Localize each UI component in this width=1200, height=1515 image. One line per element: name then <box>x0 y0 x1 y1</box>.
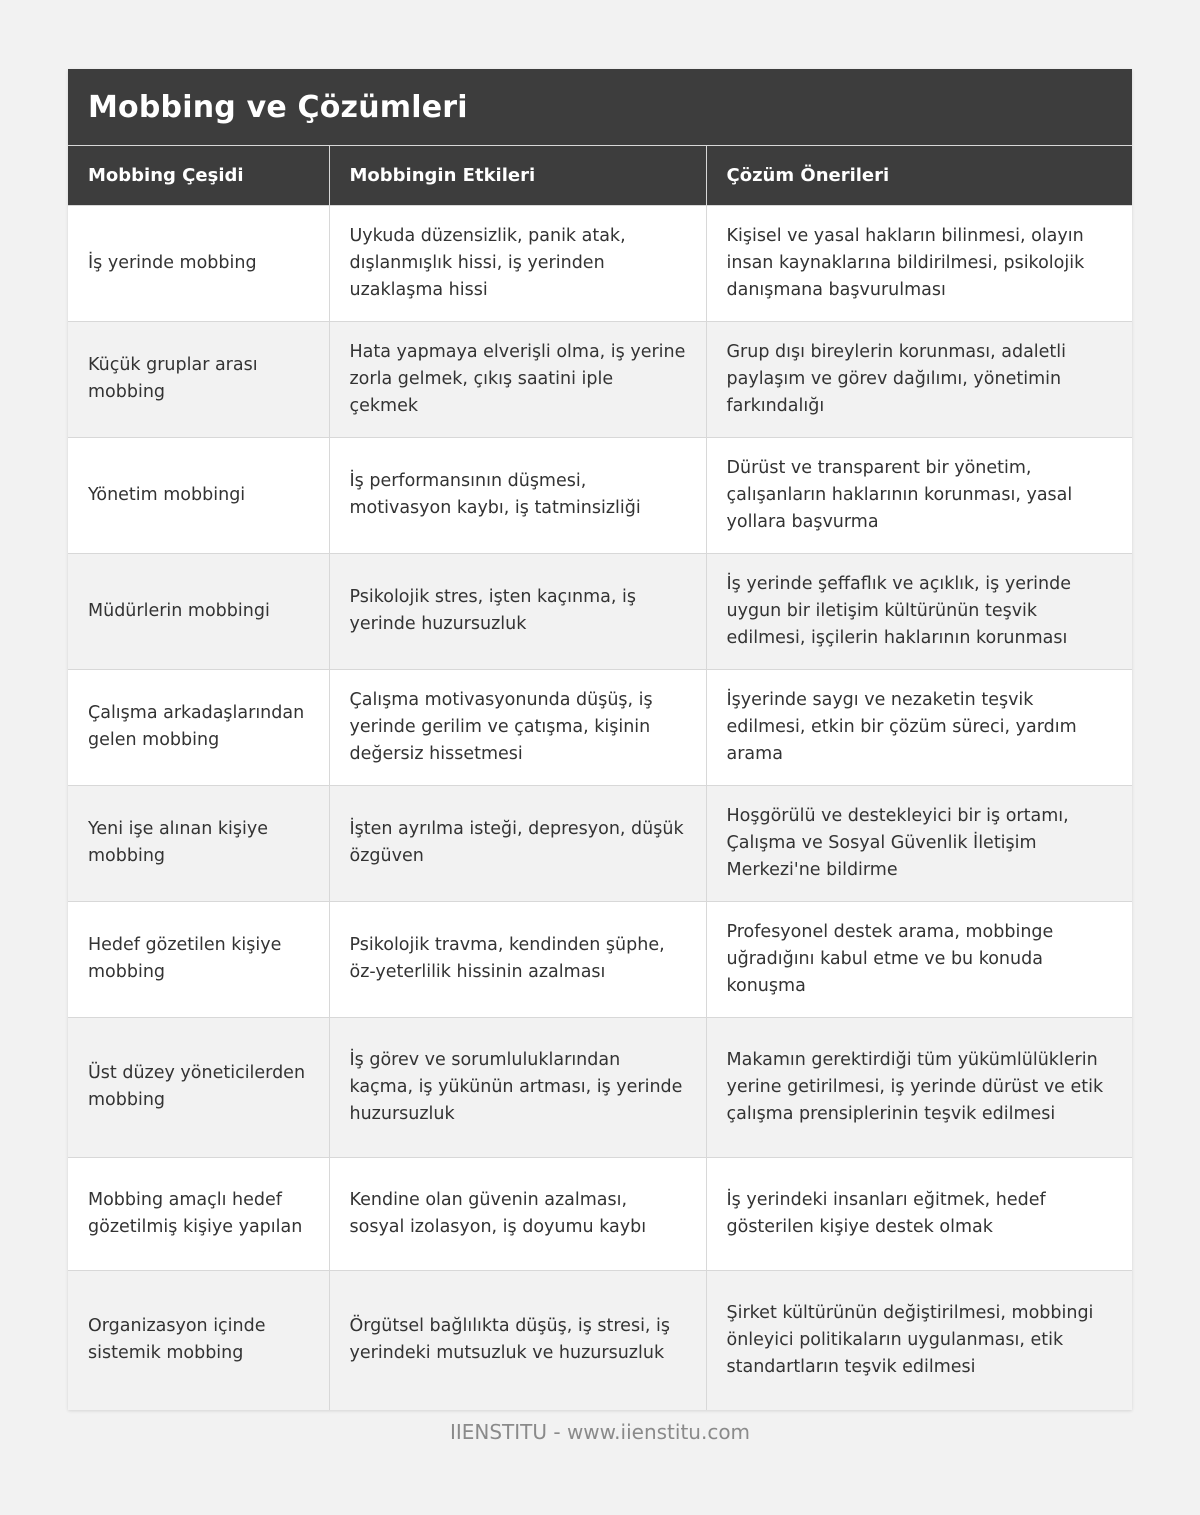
cell-effects: İşten ayrılma isteği, depresyon, düşük özgüven <box>329 785 706 901</box>
table-row <box>68 1270 1132 1410</box>
table-row <box>68 901 1132 1017</box>
cell-solutions: Kişisel ve yasal hakların bilinmesi, olayın insan kaynaklarına bildirilmesi, psikolojik danışmana başvurulması <box>706 205 1132 321</box>
title-bar <box>68 69 1132 146</box>
cell-solutions: Dürüst ve transparent bir yönetim, çalışanların haklarının korunması, yasal yollara başvurma <box>706 437 1132 553</box>
cell-solutions: Şirket kültürünün değiştirilmesi, mobbingi önleyici politikaların uygulanması, etik standartların teşvik edilmesi <box>706 1270 1132 1410</box>
table-row <box>68 437 1132 553</box>
cell-type: Mobbing amaçlı hedef gözetilmiş kişiye yapılan <box>68 1157 329 1270</box>
cell-solutions: Grup dışı bireylerin korunması, adaletli paylaşım ve görev dağılımı, yönetimin farkındalığı <box>706 321 1132 437</box>
cell-solutions: Hoşgörülü ve destekleyici bir iş ortamı, Çalışma ve Sosyal Güvenlik İletişim Merkezi'ne bildirme <box>706 785 1132 901</box>
cell-solutions: Profesyonel destek arama, mobbinge uğradığını kabul etme ve bu konuda konuşma <box>706 901 1132 1017</box>
cell-solutions: İş yerindeki insanları eğitmek, hedef gösterilen kişiye destek olmak <box>706 1157 1132 1270</box>
table-row <box>68 553 1132 669</box>
column-header-type: Mobbing Çeşidi <box>68 146 329 205</box>
cell-effects: Uykuda düzensizlik, panik atak, dışlanmışlık hissi, iş yerinden uzaklaşma hissi <box>329 205 706 321</box>
table-header-row <box>68 146 1132 205</box>
table-row <box>68 1157 1132 1270</box>
column-header-solutions: Çözüm Önerileri <box>706 146 1132 205</box>
mobbing-table <box>68 146 1132 1410</box>
cell-type: Hedef gözetilen kişiye mobbing <box>68 901 329 1017</box>
footer-credit: IIENSTITU - www.iienstitu.com <box>449 1420 751 1444</box>
table-row <box>68 205 1132 321</box>
cell-effects: Psikolojik travma, kendinden şüphe, öz-yeterlilik hissinin azalması <box>329 901 706 1017</box>
cell-solutions: İş yerinde şeffaflık ve açıklık, iş yerinde uygun bir iletişim kültürünün teşvik edilmesi, işçilerin haklarının korunması <box>706 553 1132 669</box>
cell-type: Müdürlerin mobbingi <box>68 553 329 669</box>
table-card <box>68 69 1132 1410</box>
cell-effects: Kendine olan güvenin azalması, sosyal izolasyon, iş doyumu kaybı <box>329 1157 706 1270</box>
cell-solutions: Makamın gerektirdiği tüm yükümlülüklerin yerine getirilmesi, iş yerinde dürüst ve etik çalışma prensiplerinin teşvik edilmesi <box>706 1017 1132 1157</box>
cell-effects: Çalışma motivasyonunda düşüş, iş yerinde gerilim ve çatışma, kişinin değersiz hissetmesi <box>329 669 706 785</box>
cell-solutions: İşyerinde saygı ve nezaketin teşvik edilmesi, etkin bir çözüm süreci, yardım arama <box>706 669 1132 785</box>
cell-type: Üst düzey yöneticilerden mobbing <box>68 1017 329 1157</box>
table-row <box>68 1017 1132 1157</box>
cell-effects: İş performansının düşmesi, motivasyon kaybı, iş tatminsizliği <box>329 437 706 553</box>
table-row <box>68 785 1132 901</box>
cell-effects: İş görev ve sorumluluklarından kaçma, iş yükünün artması, iş yerinde huzursuzluk <box>329 1017 706 1157</box>
cell-effects: Hata yapmaya elverişli olma, iş yerine zorla gelmek, çıkış saatini iple çekmek <box>329 321 706 437</box>
table-row <box>68 669 1132 785</box>
cell-type: Yeni işe alınan kişiye mobbing <box>68 785 329 901</box>
cell-effects: Örgütsel bağlılıkta düşüş, iş stresi, iş yerindeki mutsuzluk ve huzursuzluk <box>329 1270 706 1410</box>
column-header-effects: Mobbingin Etkileri <box>329 146 706 205</box>
page-title: Mobbing ve Çözümleri <box>88 89 468 125</box>
table-row <box>68 321 1132 437</box>
cell-type: Yönetim mobbingi <box>68 437 329 553</box>
cell-type: Çalışma arkadaşlarından gelen mobbing <box>68 669 329 785</box>
cell-type: İş yerinde mobbing <box>68 205 329 321</box>
cell-effects: Psikolojik stres, işten kaçınma, iş yerinde huzursuzluk <box>329 553 706 669</box>
cell-type: Organizasyon içinde sistemik mobbing <box>68 1270 329 1410</box>
cell-type: Küçük gruplar arası mobbing <box>68 321 329 437</box>
